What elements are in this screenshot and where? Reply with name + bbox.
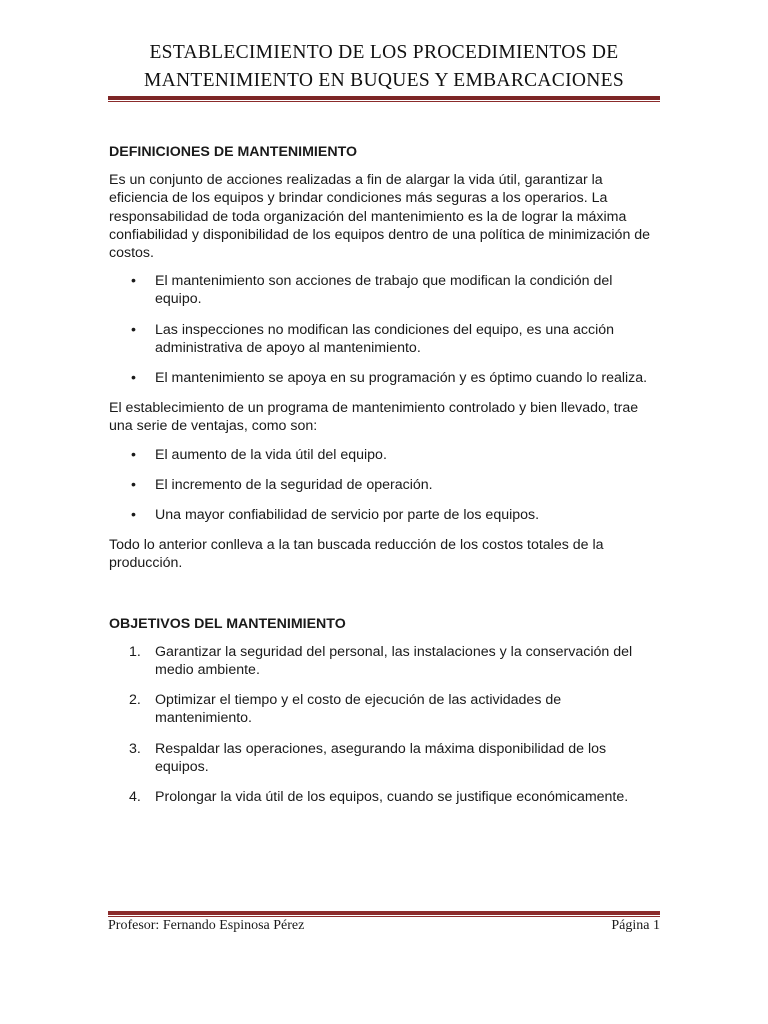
- bullet-list-definiciones: [109, 272, 659, 387]
- list-item: 2. Optimizar el tiempo y el costo de ejecución de las actividades de mantenimiento.: [129, 692, 562, 727]
- bullet-icon: •: [131, 507, 136, 524]
- conclusion-paragraph: Todo lo anterior conlleva a la tan buscada reducción de los costos totales de la producción.: [109, 537, 604, 572]
- bullet-icon: •: [131, 321, 136, 338]
- bullet-list-ventajas: [109, 446, 659, 525]
- list-number: 3.: [129, 740, 141, 757]
- list-item: • El mantenimiento son acciones de trabajo que modifican la condición del equipo.: [131, 273, 613, 308]
- list-item: • El aumento de la vida útil del equipo.: [131, 446, 387, 463]
- page-header: [108, 39, 660, 95]
- list-number: 4.: [129, 789, 141, 806]
- list-item: • El mantenimiento se apoya en su programación y es óptimo cuando lo realiza.: [131, 370, 648, 387]
- section-heading-definiciones: DEFINICIONES DE MANTENIMIENTO: [109, 144, 358, 160]
- bullet-icon: •: [131, 273, 136, 290]
- list-item: • Una mayor confiabilidad de servicio por parte de los equipos.: [131, 507, 540, 524]
- footer-divider: [108, 911, 660, 917]
- document-body: [109, 143, 659, 818]
- list-number: 2.: [129, 692, 141, 709]
- header-divider: [108, 96, 660, 102]
- numbered-list-objetivos: [109, 643, 659, 806]
- list-item: • Las inspecciones no modifican las condiciones del equipo, es una acción administrativa de apoyo al mantenimiento.: [131, 321, 615, 356]
- section-heading-objetivos: OBJETIVOS DEL MANTENIMIENTO: [109, 615, 346, 632]
- header-title-line-2: MANTENIMIENTO EN BUQUES Y EMBARCACIONES: [143, 70, 625, 91]
- page-number: Página 1: [611, 918, 660, 933]
- list-item: 1. Garantizar la seguridad del personal, las instalaciones y la conservación del medio ambiente.: [129, 643, 633, 679]
- list-item: • El incremento de la seguridad de operación.: [131, 476, 433, 493]
- list-item: 4. Prolongar la vida útil de los equipos, cuando se justifique económicamente.: [129, 789, 629, 806]
- header-title-line-1: ESTABLECIMIENTO DE LOS PROCEDIMIENTOS DE: [149, 42, 619, 63]
- list-number: 1.: [129, 643, 141, 660]
- page-footer: [108, 918, 660, 934]
- bullet-icon: •: [131, 476, 136, 493]
- ventajas-paragraph: El establecimiento de un programa de mantenimiento controlado y bien llevado, trae una serie de ventajas, como son:: [109, 400, 639, 435]
- list-item: 3. Respaldar las operaciones, asegurando la máxima disponibilidad de los equipos.: [129, 740, 607, 775]
- bullet-icon: •: [131, 370, 136, 387]
- bullet-icon: •: [131, 446, 136, 463]
- intro-paragraph: Es un conjunto de acciones realizadas a fin de alargar la vida útil, garantizar la eficiencia de los equipos y brindar condiciones más seguras a los operarios. La responsabilidad de toda organización del mantenimiento es la de lograr la máxima confiabilidad y disponibilidad de los equipos dentro de una política de minimización de costos.: [109, 172, 651, 262]
- footer-author: Profesor: Fernando Espinosa Pérez: [108, 918, 305, 933]
